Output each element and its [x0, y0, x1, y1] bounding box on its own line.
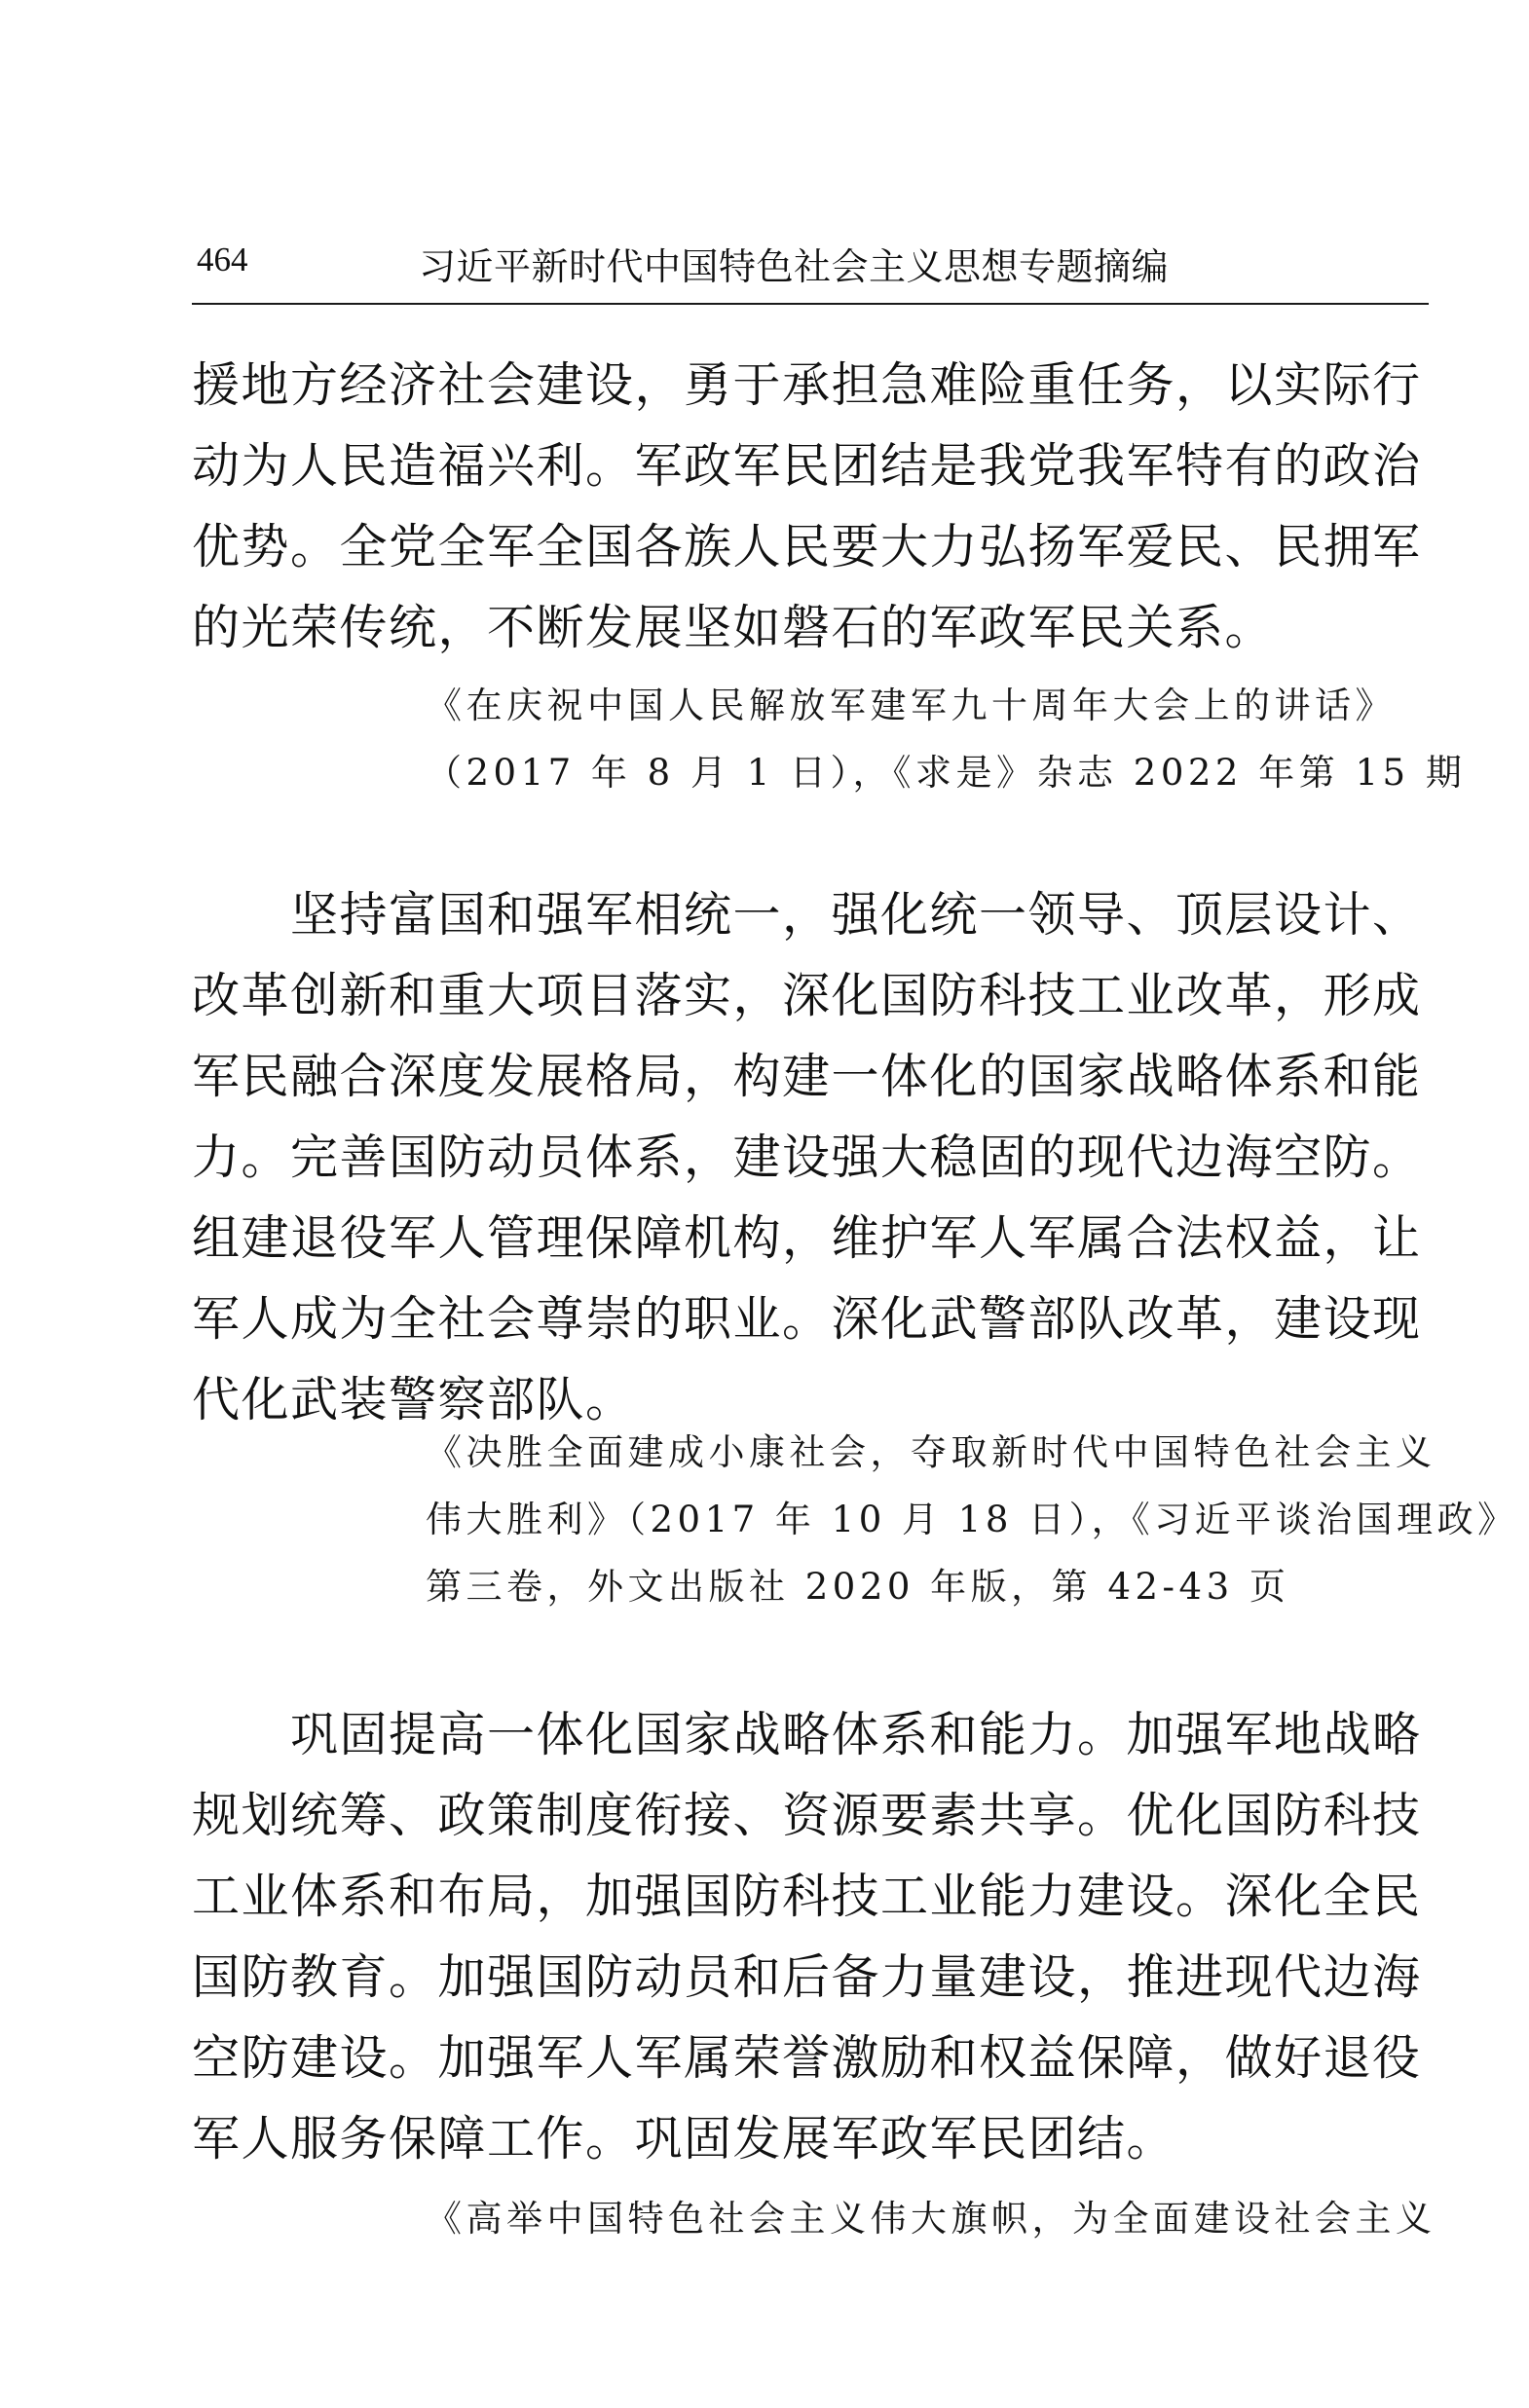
text-line: 巩固提高一体化国家战略体系和能力。加强军地战略 [192, 1707, 1422, 1762]
citation-line: 《高举中国特色社会主义伟大旗帜，为全面建设社会主义 [426, 2198, 1436, 2240]
text-line: 空防建设。加强军人军属荣誉激励和权益保障，做好退役 [192, 2030, 1422, 2086]
citation-line: 《决胜全面建成小康社会，夺取新时代中国特色社会主义 [426, 1431, 1436, 1473]
body-paragraph [192, 1694, 1434, 2179]
body-paragraph [192, 345, 1434, 668]
text-line: 组建退役军人管理保障机构，维护军人军属合法权益，让 [192, 1210, 1422, 1266]
text-line: 规划统筹、政策制度衔接、资源要素共享。优化国防科技 [192, 1788, 1422, 1843]
text-line: 工业体系和布局，加强国防科技工业能力建设。深化全民 [192, 1869, 1422, 1924]
text-line: 国防教育。加强国防动员和后备力量建设，推进现代边海 [192, 1949, 1422, 2005]
text-line: 改革创新和重大项目落实，深化国防科技工业改革，形成 [192, 968, 1422, 1023]
source-citation [426, 672, 1467, 806]
citation-line: 第三卷，外文出版社 2020 年版，第 42-43 页 [426, 1566, 1290, 1608]
page-number: 464 [197, 241, 248, 278]
source-citation [426, 1419, 1518, 1620]
text-line: 的光荣传统，不断发展坚如磐石的军政军民关系。 [192, 600, 1275, 655]
body-paragraph [192, 874, 1434, 1440]
text-line: 军人成为全社会尊崇的职业。深化武警部队改革，建设现 [192, 1291, 1422, 1347]
citation-line: 伟大胜利》（2017 年 10 月 18 日），《习近平谈治国理政》 [426, 1499, 1518, 1540]
text-line: 力。完善国防动员体系，建设强大稳固的现代边海空防。 [192, 1130, 1422, 1185]
text-line: 代化武装警察部队。 [192, 1372, 635, 1427]
running-title: 习近平新时代中国特色社会主义思想专题摘编 [419, 245, 1170, 288]
text-line: 军人服务保障工作。巩固发展军政军民团结。 [192, 2111, 1176, 2167]
text-line: 军民融合深度发展格局，构建一体化的国家战略体系和能 [192, 1049, 1422, 1104]
page-header [192, 237, 1429, 305]
text-line: 坚持富国和强军相统一，强化统一领导、顶层设计、 [192, 887, 1422, 943]
text-line: 援地方经济社会建设，勇于承担急难险重任务，以实际行 [192, 357, 1422, 413]
text-line: 优势。全党全军全国各族人民要大力弘扬军爱民、民拥军 [192, 519, 1422, 574]
header-rule [192, 303, 1429, 305]
text-line: 动为人民造福兴利。军政军民团结是我党我军特有的政治 [192, 438, 1422, 494]
source-citation [426, 2185, 1434, 2252]
citation-line: 《在庆祝中国人民解放军建军九十周年大会上的讲话》 [426, 685, 1396, 726]
citation-line: （2017 年 8 月 1 日），《求是》杂志 2022 年第 15 期 [426, 752, 1467, 794]
